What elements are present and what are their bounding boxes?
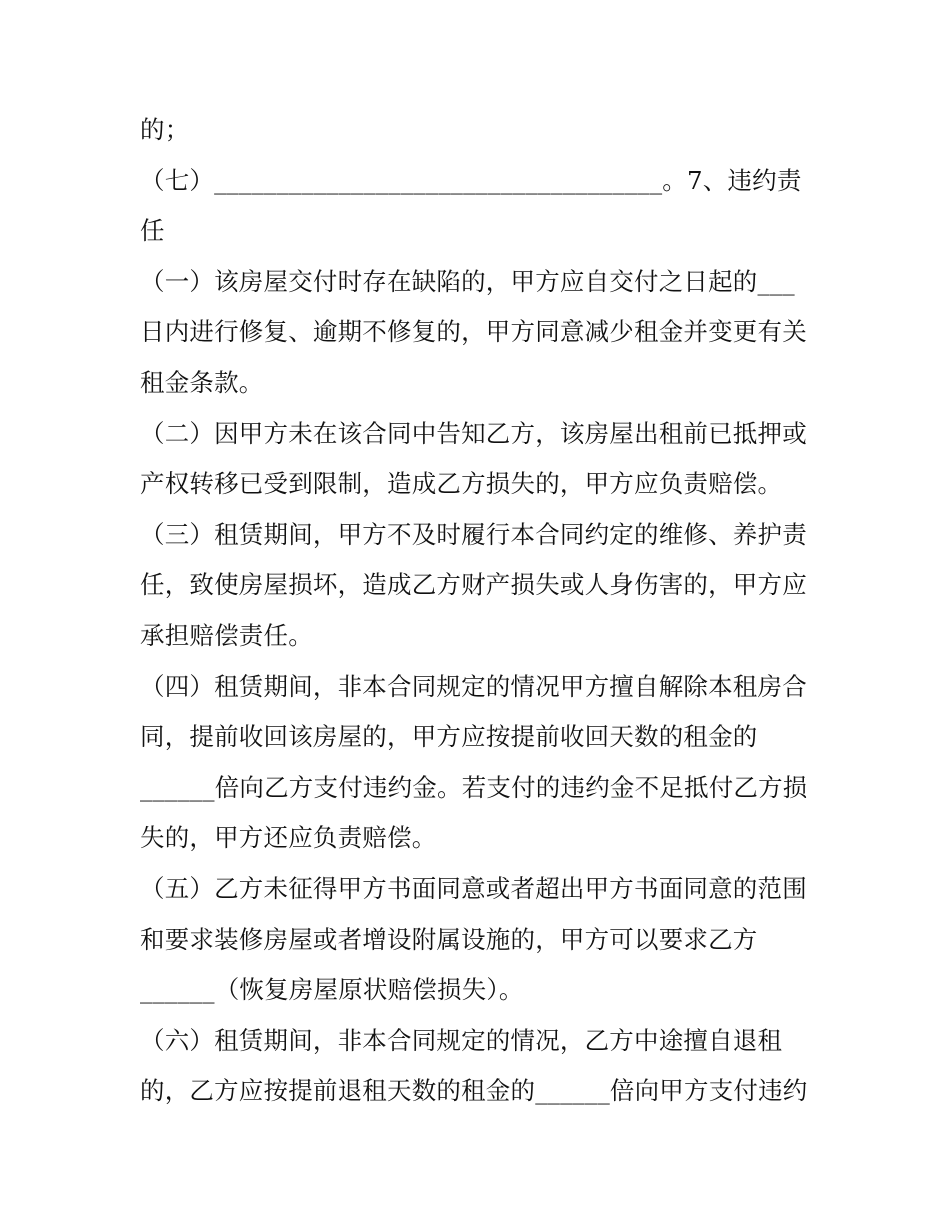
text-line: 和要求装修房屋或者增设附属设施的，甲方可以要求乙方 (140, 924, 758, 954)
text-line: （二）因甲方未在该合同中告知乙方，该房屋出租前已抵押或 (140, 418, 807, 448)
text-line: ______（恢复房屋原状赔偿损失）。 (140, 975, 524, 1005)
text-line: （五）乙方未征得甲方书面同意或者超出甲方书面同意的范围 (140, 873, 807, 903)
text-line: 失的，甲方还应负责赔偿。 (140, 823, 437, 853)
text-line: 产权转移已受到限制，造成乙方损失的，甲方应负责赔偿。 (140, 469, 783, 499)
text-line: （六）租赁期间，非本合同规定的情况，乙方中途擅自退租 (140, 1025, 783, 1055)
text-line: （三）租赁期间，甲方不及时履行本合同约定的维修、养护责 (140, 519, 807, 549)
text-line: （四）租赁期间，非本合同规定的情况甲方擅自解除本租房合 (140, 671, 807, 701)
text-line: 租金条款。 (140, 367, 264, 397)
text-line: 日内进行修复、逾期不修复的，甲方同意减少租金并变更有关 (140, 317, 807, 347)
text-line: 的； (140, 115, 190, 144)
document-page (140, 105, 830, 1117)
text-line: ______倍向乙方支付违约金。若支付的违约金不足抵付乙方损 (140, 772, 808, 802)
text-line: 任 (140, 216, 165, 246)
text-line: 同，提前收回该房屋的，甲方应按提前收回天数的租金的 (140, 722, 758, 752)
text-line: 承担赔偿责任。 (140, 620, 313, 650)
text-line: 的，乙方应按提前退租天数的租金的______倍向甲方支付违约 (140, 1076, 808, 1106)
text-line: （七）____________________________________。7、违约责 (140, 165, 802, 195)
text-line: 任，致使房屋损坏，造成乙方财产损失或人身伤害的，甲方应 (140, 570, 807, 600)
text-line: （一）该房屋交付时存在缺陷的，甲方应自交付之日起的___ (140, 266, 795, 296)
